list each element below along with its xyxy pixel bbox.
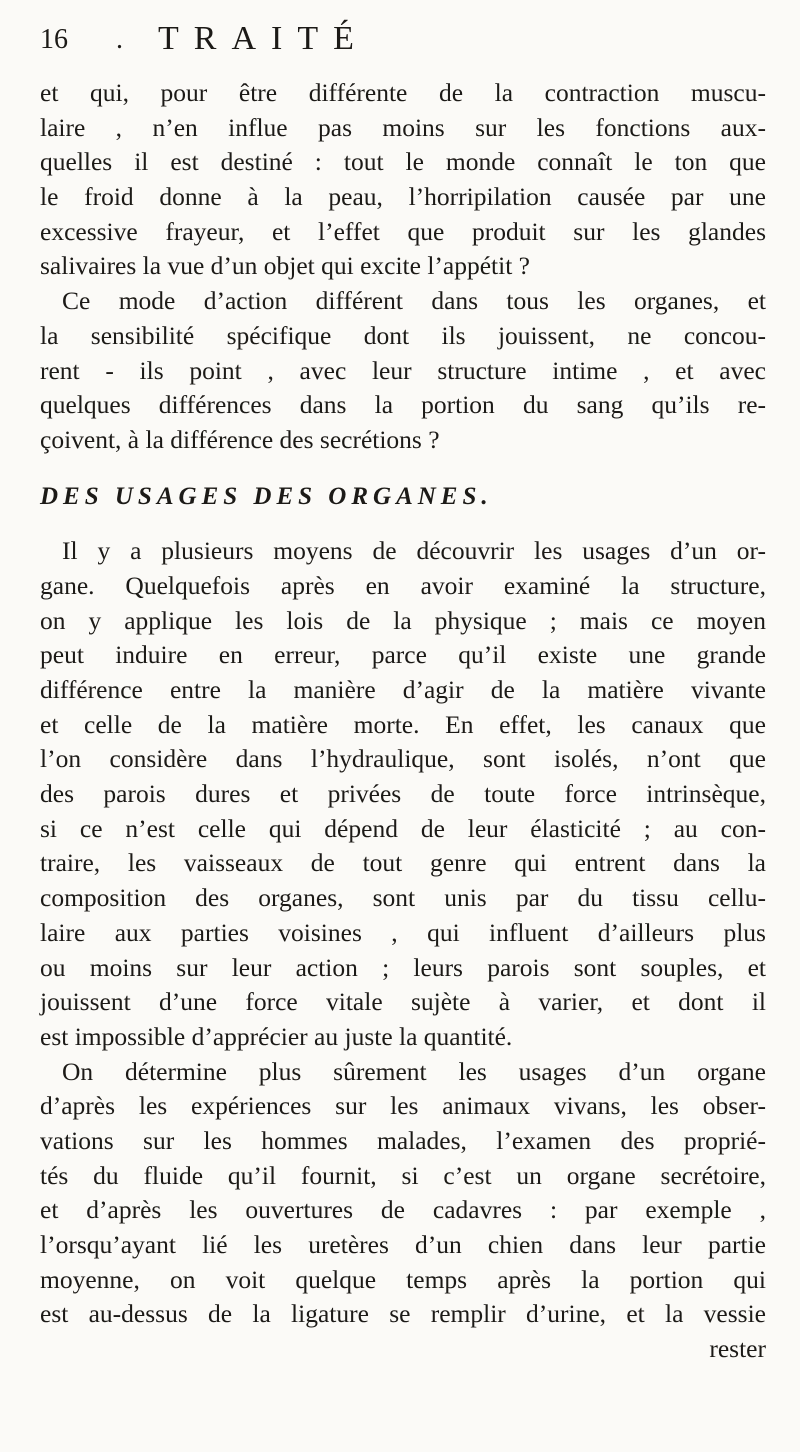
text-line: et qui, pour être différente de la contraction muscu- [40,78,766,107]
text-line: laire aux parties voisines , qui influent d’ailleurs plus [40,917,766,947]
text-line: des parois dures et privées de toute force intrinsèque, [40,779,766,809]
text-line: ou moins sur leur action ; leurs parois sont souples, et [40,952,766,982]
text-line: laire , n’en influe pas moins sur les fonctions aux- [40,112,766,142]
paragraph-4 [40,1055,766,1333]
text-line: moyenne, on voit quelque temps après la portion qui [40,1264,766,1294]
text-line: gane. Quelquefois après en avoir examiné la structure, [40,570,766,600]
text-line: si ce n’est celle qui dépend de leur élasticité ; au con- [40,813,766,843]
text-line: quelles il est destiné : tout le monde connaît le ton que [40,147,766,177]
header-separator: . [116,24,123,55]
text-line: rent - ils point , avec leur structure intime , et avec [40,355,766,385]
text-line: l’orsqu’ayant lié les uretères d’un chien dans leur partie [40,1230,766,1259]
text-line: la sensibilité spécifique dont ils jouissent, ne concou- [40,320,766,350]
text-line: composition des organes, sont unis par du tissu cellu- [40,883,766,913]
text-line: tés du fluide qu’il fournit, si c’est un organe secrétoire, [40,1160,766,1190]
text-line: différence entre la manière d’agir de la matière vivante [40,675,766,704]
text-line: on y applique les lois de la physique ; mais ce moyen [40,605,766,635]
paragraph-3 [40,534,766,1054]
text-line: est impossible d’apprécier au juste la quantité. [40,1021,513,1051]
paragraph-2 [40,284,766,457]
main-text [40,76,766,1367]
text-line: çoivent, à la différence des secrétions ? [40,424,440,454]
running-title: TRAITÉ [158,20,369,57]
section-heading: DES USAGES DES ORGANES. [40,482,493,510]
text-line: excessive frayeur, et l’effet que produit sur les glandes [40,216,766,246]
paragraph-1 [40,76,766,284]
text-line: Il y a plusieurs moyens de découvrir les usages d’un or- [62,536,766,566]
running-head [40,14,760,66]
text-line: jouissent d’une force vitale sujète à varier, et dont il [40,987,766,1017]
text-line: salivaires la vue d’un objet qui excite l’appétit ? [40,251,530,281]
text-line: vations sur les hommes malades, l’examen des proprié- [40,1125,766,1155]
text-line: quelques différences dans la portion du sang qu’ils re- [40,390,766,420]
text-line: et celle de la matière morte. En effet, les canaux que [40,709,766,739]
text-line: d’après les expériences sur les animaux vivans, les obser- [40,1091,766,1121]
text-line: traire, les vaisseaux de tout genre qui entrent dans la [40,848,766,878]
text-line: Ce mode d’action différent dans tous les organes, et [62,286,766,316]
catchword: rester [709,1334,766,1364]
text-line: est au-dessus de la ligature se remplir d’urine, et la vessie [40,1299,766,1329]
text-line: et d’après les ouvertures de cadavres : par exemple , [40,1195,766,1225]
page-number: 16 [40,24,68,55]
text-line: On détermine plus sûrement les usages d’un organe [62,1056,766,1086]
text-line: l’on considère dans l’hydraulique, sont isolés, n’ont que [40,744,766,774]
text-line: peut induire en erreur, parce qu’il existe une grande [40,640,766,670]
text-line: le froid donne à la peau, l’horripilation causée par une [40,182,766,212]
